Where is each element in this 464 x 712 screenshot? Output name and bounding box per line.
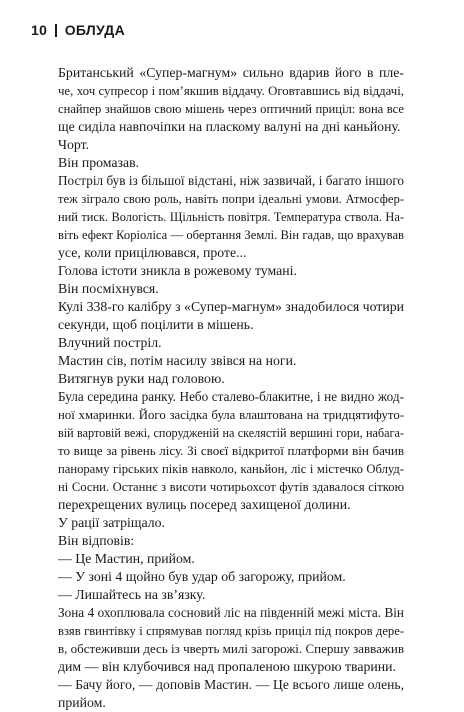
text-line: Витягнув руки над головою. — [58, 371, 225, 386]
text-line: Голова істоти зникла в рожевому тумані. — [58, 263, 297, 278]
text-line: панораму гірських піків навколо, каньйон, ліс і містечко Облуд- — [58, 462, 404, 476]
text-line: Він відповів: — [58, 533, 135, 548]
text-line: — Це Мастин, прийом. — [58, 551, 195, 566]
text-line: секунди, щоб поцілити в мішень. — [58, 317, 254, 332]
text-line: Він посміхнувся. — [58, 281, 159, 296]
text-line: снайпер знайшов свою мішень через оптичний приціл: вона все — [58, 102, 404, 116]
text-line: теж зіграло свою роль, навіть попри ідеальні умови. Атмосфер- — [58, 192, 404, 206]
text-line: ні Сосни. Останнє з висоти чотирьохсот футів здавалося сіткою — [58, 480, 404, 494]
page-number: 10 — [31, 22, 48, 38]
text-line: Британський «Супер-магнум» сильно вдарив його в пле- — [58, 65, 404, 80]
body-text — [58, 64, 404, 712]
text-line: перехрещених вулиць посеред захищеної долини. — [58, 497, 351, 512]
text-line: Чорт. — [58, 137, 90, 152]
text-line: — Бачу його, — доповів Мастин. — Це всього лише олень, — [58, 677, 404, 692]
text-line: че, хоч супресор і пом’якшив віддачу. Оговтавшись від віддачі, — [58, 84, 404, 98]
text-line: в, обстеживши десь із чверть милі загорожі. Спершу завважив — [58, 641, 404, 656]
text-line: Влучний постріл. — [58, 335, 162, 350]
text-line: ще сиділа навпочіпки на пласкому валуні на дні каньйону. — [58, 119, 401, 134]
text-line: прийом. — [58, 695, 106, 710]
text-line: усе, коли прицілювався, проте... — [58, 245, 247, 260]
header-separator — [55, 24, 57, 37]
text-line: віть ефект Коріоліса — обертання Землі. Він гадав, що врахував — [58, 228, 404, 242]
text-line: Мастин сів, потім насилу звівся на ноги. — [58, 353, 297, 368]
text-line: ної хмаринки. Його засідка була влаштована на тридцятифуто- — [58, 408, 404, 422]
text-line: Була середина ранку. Небо сталево-блакитне, і не видно жод- — [58, 389, 404, 404]
text-line: взяв гвинтівку і спрямував погляд крізь приціл під покров дере- — [58, 624, 404, 638]
text-line: У рації затріщало. — [58, 515, 165, 530]
text-line: Кулі 338-го калібру з «Супер-магнум» знадобилося чотири — [58, 299, 404, 314]
text-line: то вище за рівень лісу. Зі своєї відкритої платформи він бачив — [58, 443, 404, 458]
text-line: вій вартовій вежі, спорудженій на скелястій вершині гори, набага- — [58, 426, 404, 440]
book-title: ОБЛУДА — [64, 22, 125, 38]
text-line: Він промазав. — [58, 155, 140, 170]
text-line: Постріл був із більшої відстані, ніж зазвичай, і багато іншого — [58, 173, 404, 188]
text-line: — Лишайтесь на зв’язку. — [58, 587, 206, 602]
text-line: Зона 4 охоплювала сосновий ліс на південній межі міста. Він — [58, 605, 404, 620]
text-line: ний тиск. Вологість. Щільність повітря. Температура ствола. На- — [58, 210, 404, 224]
text-line: дим — він клубочився над пропаленою шкурою тварини. — [58, 659, 396, 674]
running-header — [31, 22, 125, 38]
text-line: — У зоні 4 щойно був удар об загорожу, прийом. — [58, 569, 346, 584]
